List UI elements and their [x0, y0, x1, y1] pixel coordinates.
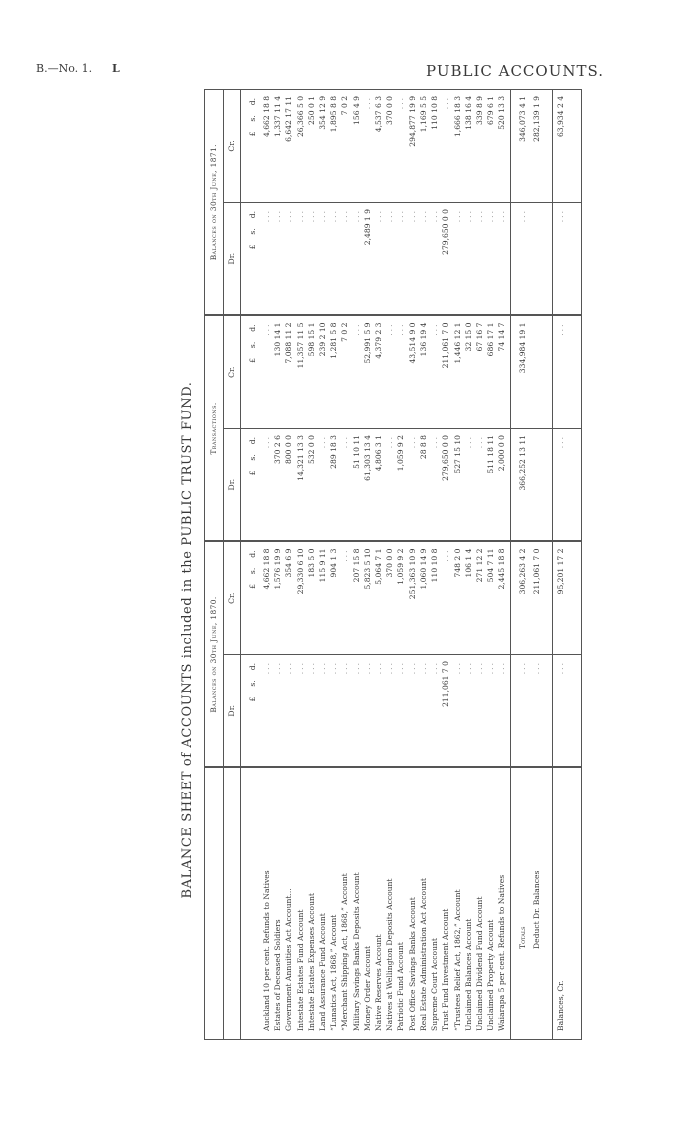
- amount-cell: ...: [409, 202, 420, 315]
- amount-cell: ...: [487, 202, 498, 315]
- account-name: Totals: [510, 768, 533, 1040]
- col-header-cr: Cr.: [224, 89, 241, 202]
- amount-cell: ...: [353, 315, 364, 428]
- amount-cell: 29,330 6 10: [297, 541, 308, 654]
- amount-cell: 136 19 4: [420, 315, 431, 428]
- amount-cell: ...: [431, 428, 442, 541]
- amount-cell: ...: [409, 655, 420, 768]
- amount-cell: ...: [364, 655, 375, 768]
- group-header-1871: Balances on 30th June, 1871.: [205, 89, 224, 315]
- unit-label: d.: [248, 324, 257, 332]
- unit-label: s.: [248, 228, 257, 235]
- amount-cell: 207 15 8: [353, 541, 364, 654]
- corner-cell: [205, 768, 224, 1040]
- page-title: BALANCE SHEET of ACCOUNTS included in the PUBLIC TRUST FUND.: [180, 381, 195, 899]
- amount-cell: 28 8 8: [420, 428, 431, 541]
- amount-cell: 1,059 9 2: [397, 428, 408, 541]
- amount-cell: 354 6 9: [285, 541, 296, 654]
- amount-cell: ...: [476, 655, 487, 768]
- amount-cell: ...: [285, 202, 296, 315]
- amount-cell: ...: [308, 202, 319, 315]
- totals-row: [510, 89, 533, 1039]
- amount-cell: 138 16 4: [465, 89, 476, 202]
- account-name: Intestate Estates Fund Account: [295, 909, 305, 1031]
- amount-cell: 61,303 13 4: [364, 428, 375, 541]
- account-name: Money Order Account: [362, 945, 372, 1031]
- amount-cell: 306,263 4 2: [510, 541, 533, 654]
- amount-cell: 1,169 5 5: [420, 89, 431, 202]
- account-name: “Lunatics Act, 1868,” Account: [329, 914, 339, 1031]
- account-name: Deduct Dr. Balances: [531, 870, 541, 949]
- account-name: Balances, Cr.: [553, 768, 582, 1040]
- amount-cell: 1,059 9 2: [397, 541, 408, 654]
- balance-row: [553, 89, 582, 1039]
- amount-cell: ...: [397, 655, 408, 768]
- amount-cell: 294,877 19 9: [409, 89, 420, 202]
- account-name: Unclaimed Property Account: [486, 919, 496, 1031]
- table-row: [442, 89, 453, 1039]
- amount-cell: 366,252 13 11: [510, 428, 533, 541]
- amount-cell: 110 10 8: [431, 541, 442, 654]
- amount-cell: 532 0 0: [308, 428, 319, 541]
- unit-label: £: [248, 358, 257, 363]
- amount-cell: ...: [285, 655, 296, 768]
- amount-cell: ...: [553, 315, 582, 428]
- amount-cell: 271 12 2: [476, 541, 487, 654]
- account-name: Government Annuities Act Account...: [284, 888, 294, 1031]
- amount-cell: 1,281 5 8: [330, 315, 341, 428]
- col-header-cr: Cr.: [224, 315, 241, 428]
- amount-cell: 354 12 9: [319, 89, 330, 202]
- amount-cell: ...: [330, 202, 341, 315]
- amount-cell: 370 2 6: [274, 428, 285, 541]
- amount-cell: [533, 428, 553, 541]
- amount-cell: 1,337 11 4: [274, 89, 285, 202]
- amount-cell: 26,366 5 0: [297, 89, 308, 202]
- amount-cell: 1,446 12 1: [454, 315, 465, 428]
- amount-cell: 211,061 7 0: [442, 315, 453, 428]
- amount-cell: 2,489 1 9: [364, 202, 375, 315]
- unit-label: d.: [248, 210, 257, 219]
- units-cell: [241, 315, 264, 428]
- col-header-dr: Dr.: [224, 428, 241, 541]
- amount-cell: ...: [397, 315, 408, 428]
- amount-cell: 279,650 0 0: [442, 428, 453, 541]
- amount-cell: 7 0 2: [341, 89, 352, 202]
- units-cell: [241, 89, 264, 202]
- amount-cell: 279,650 0 0: [442, 202, 453, 315]
- amount-cell: ...: [375, 202, 386, 315]
- account-name: Unclaimed Balances Account: [463, 918, 473, 1031]
- amount-cell: 598 15 1: [308, 315, 319, 428]
- table-row: [341, 89, 352, 1039]
- amount-cell: 504 7 11: [487, 541, 498, 654]
- account-name: Intestate Estates Expenses Account: [306, 893, 316, 1031]
- amount-cell: 7,088 11 2: [285, 315, 296, 428]
- amount-cell: ...: [487, 655, 498, 768]
- amount-cell: 183 5 0: [308, 541, 319, 654]
- account-name: “Merchant Shipping Act, 1868,” Account: [340, 873, 350, 1031]
- account-name: Natives at Wellington Deposits Account: [385, 878, 395, 1031]
- amount-cell: 7 0 2: [341, 315, 352, 428]
- amount-cell: ...: [319, 202, 330, 315]
- unit-label: d.: [248, 436, 257, 445]
- amount-cell: ...: [431, 315, 442, 428]
- account-name: Estates of Deceased Soldiers: [273, 919, 283, 1031]
- account-name: Auckland 10 per cent. Refunds to Natives: [262, 870, 272, 1031]
- units-cell: [241, 541, 264, 654]
- amount-cell: ...: [476, 428, 487, 541]
- unit-label: s.: [248, 680, 257, 687]
- account-name: Land Assurance Fund Account: [318, 913, 328, 1031]
- amount-cell: ...: [341, 428, 352, 541]
- amount-cell: 686 17 1: [487, 315, 498, 428]
- amount-cell: 4,662 18 8: [263, 541, 274, 654]
- units-cell: [241, 428, 264, 541]
- balance-sheet-rotated: [204, 90, 582, 1040]
- amount-cell: 106 1 4: [465, 541, 476, 654]
- table-row: [498, 89, 510, 1039]
- units-cell: [241, 655, 264, 768]
- amount-cell: ...: [397, 202, 408, 315]
- amount-cell: 289 18 3: [330, 428, 341, 541]
- unit-label: d.: [248, 97, 257, 106]
- unit-label: £: [248, 470, 257, 476]
- amount-cell: ...: [553, 202, 582, 315]
- amount-cell: 5,064 7 1: [375, 541, 386, 654]
- amount-cell: ...: [263, 202, 274, 315]
- amount-cell: ...: [397, 89, 408, 202]
- amount-cell: ...: [498, 655, 510, 768]
- account-name: Native Reserves Account: [374, 934, 384, 1031]
- amount-cell: ...: [442, 541, 453, 654]
- amount-cell: 250 0 1: [308, 89, 319, 202]
- amount-cell: 748 2 0: [454, 541, 465, 654]
- amount-cell: 211,061 7 0: [533, 541, 553, 654]
- amount-cell: 211,061 7 0: [442, 655, 453, 768]
- amount-cell: ...: [353, 655, 364, 768]
- unit-label: s.: [248, 341, 257, 349]
- balance-sheet-table: [204, 89, 582, 1040]
- amount-cell: ...: [386, 315, 397, 428]
- amount-cell: ...: [533, 655, 553, 768]
- account-name: Military Savings Banks Deposits Account: [351, 872, 361, 1031]
- account-name: “Trustees Relief Act, 1862,” Account: [452, 889, 462, 1031]
- amount-cell: 4,806 3 1: [375, 428, 386, 541]
- amount-cell: ...: [476, 202, 487, 315]
- amount-cell: ...: [553, 428, 582, 541]
- amount-cell: [533, 315, 553, 428]
- account-name: Patriotic Fund Account: [396, 942, 406, 1031]
- amount-cell: ...: [431, 202, 442, 315]
- amount-cell: 339 8 9: [476, 89, 487, 202]
- amount-cell: ...: [297, 655, 308, 768]
- unit-label: £: [248, 131, 257, 137]
- amount-cell: ...: [431, 655, 442, 768]
- amount-cell: ...: [319, 655, 330, 768]
- amount-cell: ...: [341, 202, 352, 315]
- amount-cell: 6,642 17 11: [285, 89, 296, 202]
- amount-cell: 52,991 5 9: [364, 315, 375, 428]
- account-name: Trust Fund Investment Account: [441, 908, 451, 1031]
- account-name: Waiarapa 5 per cent. Refunds to Natives: [497, 874, 507, 1031]
- amount-cell: 95,201 17 2: [553, 541, 582, 654]
- amount-cell: ...: [341, 541, 352, 654]
- amount-cell: ...: [263, 655, 274, 768]
- amount-cell: ...: [263, 428, 274, 541]
- amount-cell: ...: [510, 202, 533, 315]
- amount-cell: ...: [442, 89, 453, 202]
- amount-cell: 1,666 18 3: [454, 89, 465, 202]
- amount-cell: ...: [386, 428, 397, 541]
- running-head: PUBLIC ACCOUNTS.: [426, 62, 604, 80]
- amount-cell: ...: [274, 655, 285, 768]
- amount-cell: 4,537 6 3: [375, 89, 386, 202]
- unit-label: s.: [248, 567, 257, 575]
- corner-cell-2: [224, 768, 241, 1040]
- amount-cell: ...: [465, 655, 476, 768]
- amount-cell: ...: [420, 655, 431, 768]
- amount-cell: ...: [553, 655, 582, 768]
- amount-cell: 679 6 1: [487, 89, 498, 202]
- amount-cell: 130 14 1: [274, 315, 285, 428]
- col-header-cr: Cr.: [224, 541, 241, 654]
- amount-cell: 2,445 18 8: [498, 541, 510, 654]
- amount-cell: 2,000 0 0: [498, 428, 510, 541]
- amount-cell: 370 0 0: [386, 89, 397, 202]
- amount-cell: 115 9 11: [319, 541, 330, 654]
- deduct-row: [533, 89, 553, 1039]
- units-cell: [241, 202, 264, 315]
- amount-cell: ...: [420, 202, 431, 315]
- amount-cell: 800 0 0: [285, 428, 296, 541]
- amount-cell: ...: [263, 315, 274, 428]
- unit-label: £: [248, 584, 257, 589]
- table-row: [285, 89, 296, 1039]
- col-header-dr: Dr.: [224, 202, 241, 315]
- amount-cell: [533, 202, 553, 315]
- amount-cell: 346,073 4 1: [510, 89, 533, 202]
- unit-label: s.: [248, 115, 257, 122]
- amount-cell: 51 10 11: [353, 428, 364, 541]
- amount-cell: 520 13 3: [498, 89, 510, 202]
- amount-cell: 110 10 8: [431, 89, 442, 202]
- amount-cell: 527 15 10: [454, 428, 465, 541]
- amount-cell: ...: [454, 202, 465, 315]
- account-name: Real Estate Administration Act Account: [418, 878, 428, 1031]
- unit-label: d.: [248, 550, 257, 558]
- amount-cell: 32 15 0: [465, 315, 476, 428]
- amount-cell: ...: [353, 202, 364, 315]
- amount-cell: ...: [319, 428, 330, 541]
- account-name: Supreme Court Account: [430, 938, 440, 1031]
- amount-cell: ...: [409, 428, 420, 541]
- amount-cell: ...: [330, 655, 341, 768]
- page-letter: L: [112, 62, 120, 75]
- units-row: [241, 89, 264, 1039]
- amount-cell: 1,060 14 9: [420, 541, 431, 654]
- amount-cell: 904 1 3: [330, 541, 341, 654]
- amount-cell: 156 4 9: [353, 89, 364, 202]
- account-name: Unclaimed Dividend Fund Account: [474, 896, 484, 1031]
- amount-cell: 239 2 10: [319, 315, 330, 428]
- amount-cell: 43,514 9 0: [409, 315, 420, 428]
- col-header-dr: Dr.: [224, 655, 241, 768]
- amount-cell: 282,139 1 9: [533, 89, 553, 202]
- amount-cell: 334,984 19 1: [510, 315, 533, 428]
- group-header-transactions: Transactions.: [205, 315, 224, 541]
- amount-cell: 14,321 13 3: [297, 428, 308, 541]
- amount-cell: ...: [308, 655, 319, 768]
- table-row: [397, 89, 408, 1039]
- amount-cell: ...: [274, 202, 285, 315]
- units-corner: [241, 768, 264, 1040]
- amount-cell: 11,357 11 5: [297, 315, 308, 428]
- amount-cell: ...: [386, 202, 397, 315]
- amount-cell: ...: [297, 202, 308, 315]
- amount-cell: 4,379 2 3: [375, 315, 386, 428]
- amount-cell: 74 14 7: [498, 315, 510, 428]
- unit-label: s.: [248, 454, 257, 461]
- amount-cell: 370 0 0: [386, 541, 397, 654]
- amount-cell: ...: [364, 89, 375, 202]
- amount-cell: 251,363 10 9: [409, 541, 420, 654]
- amount-cell: ...: [375, 655, 386, 768]
- amount-cell: 511 18 11: [487, 428, 498, 541]
- amount-cell: 1,576 19 9: [274, 541, 285, 654]
- amount-cell: 5,823 5 10: [364, 541, 375, 654]
- amount-cell: ...: [465, 428, 476, 541]
- amount-cell: 1,895 8 8: [330, 89, 341, 202]
- amount-cell: ...: [386, 655, 397, 768]
- amount-cell: 67 16 7: [476, 315, 487, 428]
- amount-cell: ...: [465, 202, 476, 315]
- page-ref: B.—No. 1.: [36, 62, 93, 75]
- amount-cell: ...: [454, 655, 465, 768]
- group-header-1870: Balances on 30th June, 1870.: [205, 541, 224, 767]
- amount-cell: ...: [510, 655, 533, 768]
- unit-label: d.: [248, 663, 257, 671]
- amount-cell: 4,662 18 8: [263, 89, 274, 202]
- table-body: [241, 89, 582, 1039]
- unit-label: £: [248, 696, 257, 702]
- amount-cell: 63,934 2 4: [553, 89, 582, 202]
- amount-cell: ...: [498, 202, 510, 315]
- unit-label: £: [248, 244, 257, 250]
- amount-cell: ...: [341, 655, 352, 768]
- account-name: Post Office Savings Banks Account: [407, 897, 417, 1031]
